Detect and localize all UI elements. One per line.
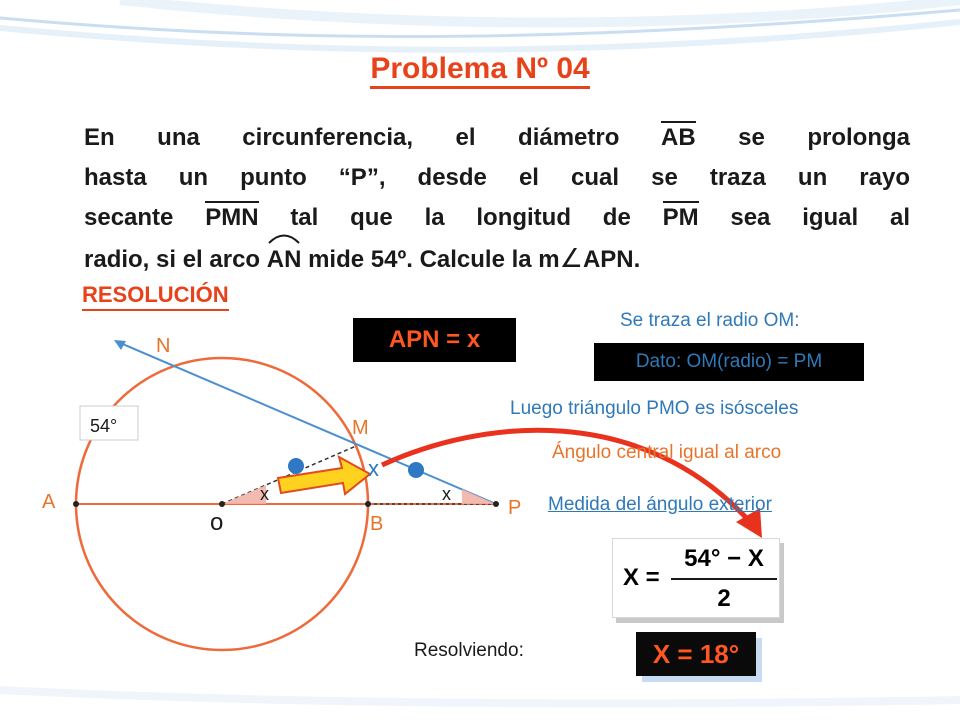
equal-angle-marker-left — [288, 458, 304, 474]
angle-x-at-M-label: x — [368, 456, 379, 481]
note-central-angle: Ángulo central igual al arco — [552, 442, 782, 463]
label-B: B — [370, 513, 384, 535]
note-radius: Se traza el radio OM: — [620, 310, 800, 331]
segment-PM: PM — [663, 201, 699, 231]
segment-AB: AB — [661, 121, 696, 151]
fraction-bar — [671, 578, 777, 580]
arc-AN: AN — [267, 240, 302, 280]
point-A — [73, 501, 79, 507]
problem-statement: En una circunferencia, el diámetro AB se prolonga hasta un punto “P”, desde el cual se traza un rayo secante PMN tal que la longitud de PM sea igual al radio, si el arco AN mide 54º. Calcule la m∠APN. — [84, 118, 910, 280]
formula-numerator: 54° − X — [684, 545, 764, 572]
formula-box — [612, 538, 780, 618]
resolution-heading: RESOLUCIÓN — [82, 282, 229, 311]
label-N: N — [156, 335, 171, 357]
answer-box: X = 18° — [636, 632, 756, 676]
label-O: o — [210, 509, 224, 536]
formula-lhs: X = — [623, 564, 660, 591]
point-B — [365, 501, 371, 507]
formula-denominator: 2 — [717, 585, 731, 612]
label-P: P — [508, 497, 522, 519]
point-O — [219, 501, 225, 507]
angle-x-at-P-label: x — [442, 484, 451, 504]
label-M: M — [352, 417, 369, 439]
segment-PMN: PMN — [205, 201, 258, 231]
note-dato: Dato: OM(radio) = PM — [594, 343, 864, 381]
label-A: A — [42, 491, 56, 513]
resolviendo-label: Resolviendo: — [414, 640, 524, 661]
angle-symbol: ∠ — [559, 243, 583, 273]
point-P — [493, 501, 499, 507]
note-isosceles: Luego triángulo PMO es isósceles — [510, 398, 799, 419]
arc-AN-label: 54° — [90, 416, 118, 436]
equal-angle-marker-right — [408, 462, 424, 478]
apn-equals-x-box: APN = x — [353, 318, 516, 362]
angle-x-at-O-label: x — [260, 484, 269, 504]
page-title: Problema Nº 04 — [0, 52, 960, 86]
note-exterior-angle: Medida del ángulo exterior — [548, 494, 772, 515]
